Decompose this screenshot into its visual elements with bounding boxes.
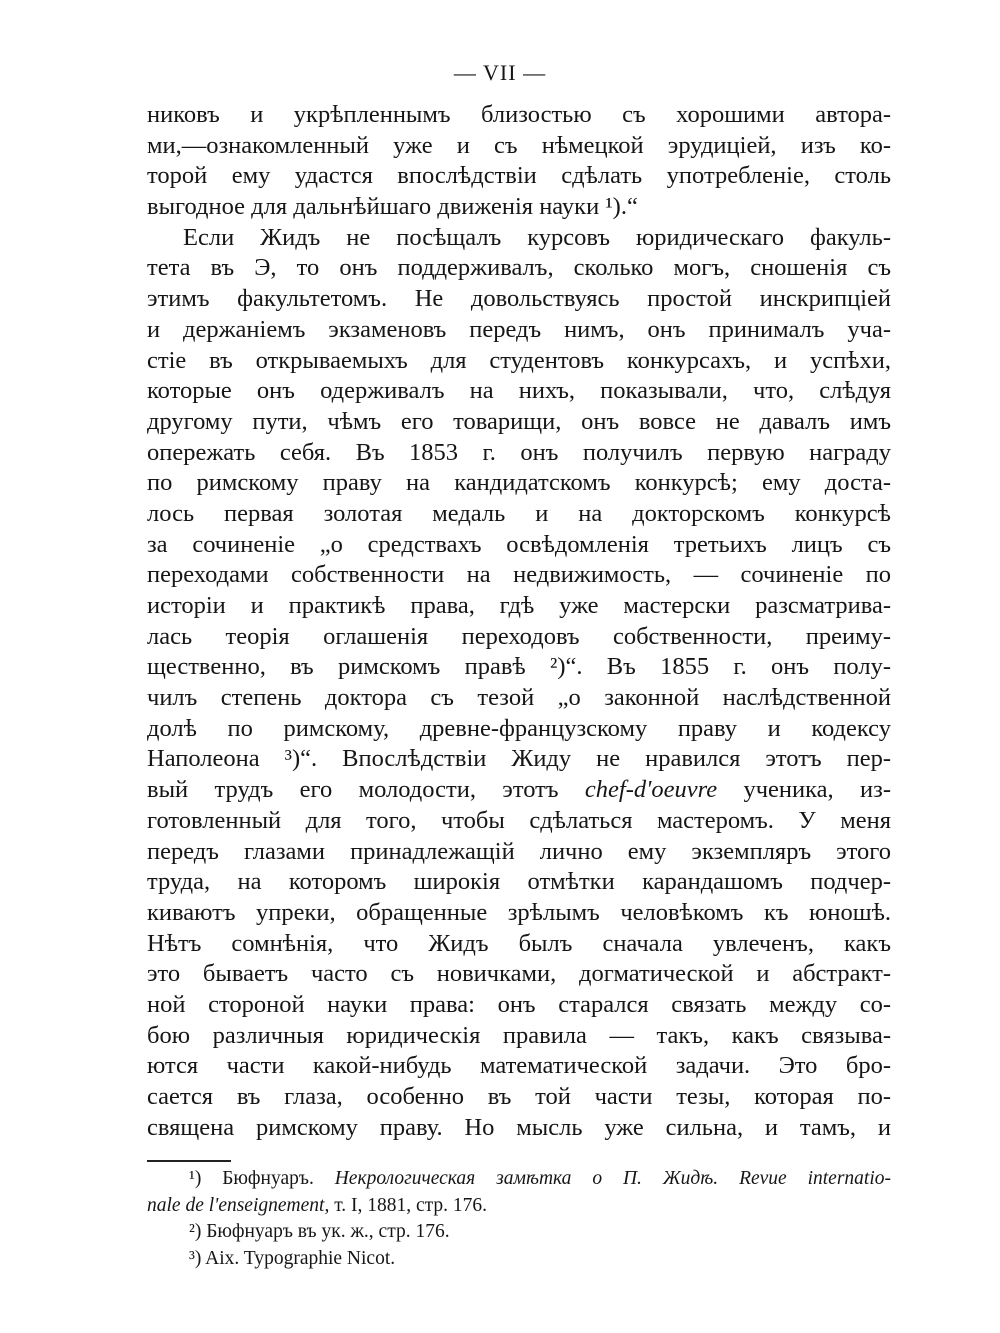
footnote-line bbox=[147, 1193, 891, 1220]
text-line: и держаніемъ экзаменовъ передъ нимъ, онъ принималъ уча- bbox=[147, 315, 891, 343]
text-line: лась теорія оглашенія переходовъ собственности, преиму- bbox=[147, 622, 891, 650]
text-line: чилъ степень доктора съ тезой „о законной наслѣдственной bbox=[147, 684, 891, 712]
text-segment: ученика, из- bbox=[717, 776, 891, 804]
text-line: опережать себя. Въ 1853 г. онъ получилъ первую награду bbox=[147, 438, 891, 466]
italic-text: nale de l'enseignement bbox=[147, 1194, 325, 1216]
text-line: это бываетъ часто съ новичками, догматической и абстракт- bbox=[147, 960, 891, 988]
text-line: Нѣтъ сомнѣнія, что Жидъ былъ сначала увлеченъ, какъ bbox=[147, 929, 891, 957]
text-line: торой ему удастся впослѣдствіи сдѣлать употребленіе, столь bbox=[147, 162, 891, 190]
page-number: — VII — bbox=[453, 60, 547, 85]
footnote-line: ²) Бюфнуаръ въ ук. ж., стр. 176. bbox=[189, 1221, 450, 1242]
text-line: ной стороной науки права: онъ старался связать между со- bbox=[147, 990, 891, 1018]
footnote-line: ³) Aix. Typographie Nicot. bbox=[189, 1247, 396, 1269]
text-segment: ¹) Бюфнуаръ. bbox=[189, 1168, 335, 1189]
text-line: труда, на которомъ широкія отмѣтки карандашомъ подчер- bbox=[147, 868, 891, 896]
text-line: стіе въ открываемыхъ для студентовъ конкурсахъ, и успѣхи, bbox=[147, 346, 891, 374]
footnote-line bbox=[147, 1166, 891, 1193]
italic-text: chef-d'oeuvre bbox=[584, 776, 718, 804]
text-line: сается въ глаза, особенно въ той части тезы, которая по- bbox=[147, 1083, 891, 1110]
text-line bbox=[147, 775, 891, 806]
text-line: киваютъ упреки, обращенные зрѣлымъ человѣкомъ къ юношѣ. bbox=[147, 898, 891, 926]
text-line: долѣ по римскому, древне-французскому праву и кодексу bbox=[147, 714, 891, 742]
text-line: за сочиненіе „о средствахъ освѣдомленія третьихъ лицъ съ bbox=[147, 530, 891, 558]
text-line: тета въ Э, то онъ поддерживалъ, сколько могъ, сношенія съ bbox=[147, 254, 891, 282]
text-line: Наполеона ³)“. Впослѣдствіи Жиду не нравился этотъ пер- bbox=[147, 745, 891, 773]
text-line: переходами собственности на недвижимость, — сочиненіе по bbox=[147, 561, 891, 589]
text-line: бою различныя юридическія правила — такъ, какъ связыва- bbox=[147, 1021, 891, 1049]
text-segment: вый трудъ его молодости, этотъ bbox=[147, 776, 585, 804]
text-line: готовленный для того, чтобы сдѣлаться мастеромъ. У меня bbox=[147, 806, 891, 834]
text-line: ми,—ознакомленный уже и съ нѣмецкой эрудиціей, изъ ко- bbox=[147, 131, 891, 159]
text-line: лось первая золотая медаль и на докторскомъ конкурсѣ bbox=[147, 499, 891, 527]
text-line: священа римскому праву. Но мысль уже сильна, и тамъ, и bbox=[147, 1113, 891, 1141]
text-line: никовъ и укрѣпленнымъ близостью съ хорошими автора- bbox=[147, 101, 891, 128]
text-line: ются части какой-нибудь математической задачи. Это бро- bbox=[147, 1052, 891, 1080]
text-line: выгодное для дальнѣйшаго движенія науки ¹).“ bbox=[147, 193, 638, 221]
text-line: исторіи и практикѣ права, гдѣ уже мастерски разсматрива- bbox=[147, 592, 891, 619]
text-line: по римскому праву на кандидатскомъ конкурсѣ; ему доста- bbox=[147, 469, 891, 497]
footnote-divider bbox=[147, 1160, 231, 1162]
text-line: которые онъ одерживалъ на нихъ, показывали, что, слѣдуя bbox=[147, 377, 891, 405]
text-line: другому пути, чѣмъ его товарищи, онъ вовсе не давалъ имъ bbox=[147, 407, 891, 435]
italic-text: Некрологическая замѣтка о П. Жидѣ. Revue internatio- bbox=[334, 1168, 892, 1189]
footnotes bbox=[147, 1166, 891, 1272]
text-segment: , т. I, 1881, стр. 176. bbox=[324, 1194, 488, 1216]
text-line: щественно, въ римскомъ правѣ ²)“. Въ 1855 г. онъ полу- bbox=[147, 653, 891, 681]
text-line: передъ глазами принадлежащій лично ему экземпляръ этого bbox=[147, 837, 891, 865]
text-line: Если Жидъ не посѣщалъ курсовъ юридическаго факуль- bbox=[183, 223, 891, 251]
text-line: этимъ факультетомъ. Не довольствуясь простой инскрипціей bbox=[147, 285, 891, 313]
body-text bbox=[147, 100, 891, 1143]
